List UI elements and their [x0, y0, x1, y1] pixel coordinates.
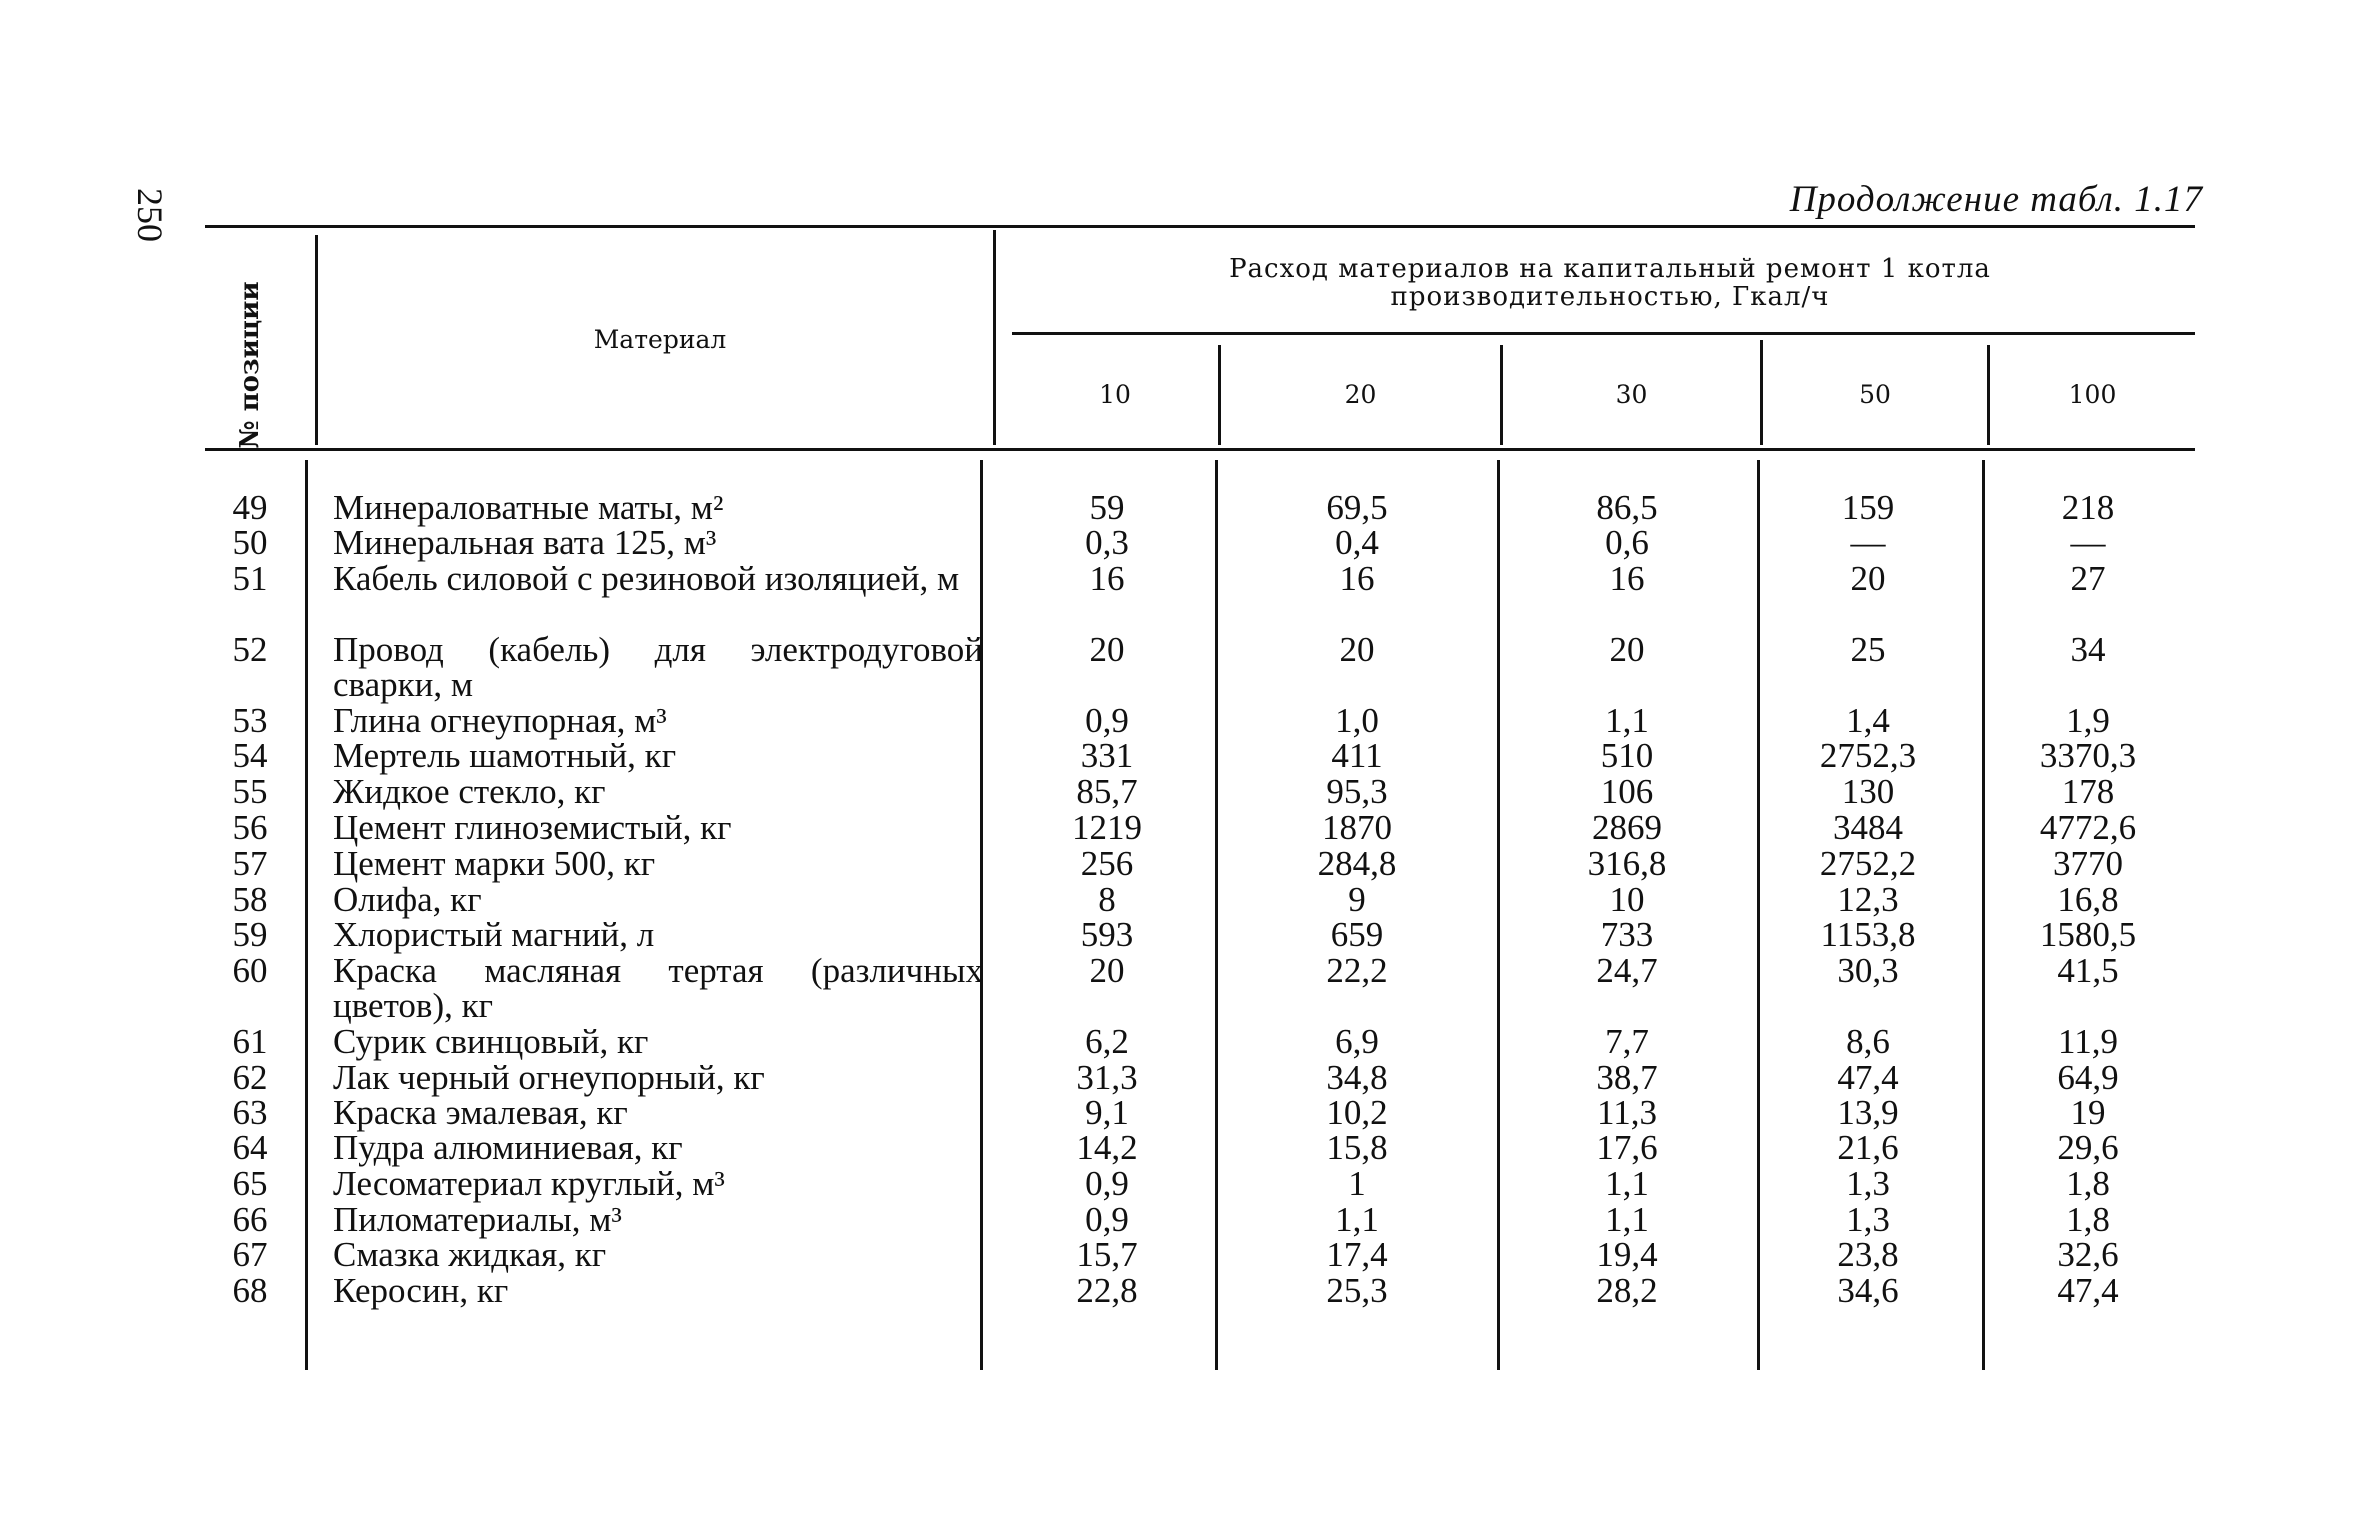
- row-value-10: 0,9: [1085, 701, 1129, 740]
- row-value-100: 1,9: [2066, 701, 2110, 740]
- row-value-50: 2752,2: [1819, 844, 1917, 883]
- row-value-10: 20: [1089, 951, 1125, 990]
- row-value-10: 8: [1098, 880, 1116, 919]
- row-value-10: 256: [1080, 844, 1134, 883]
- row-value-100: 19: [2070, 1093, 2106, 1132]
- row-value-50: 13,9: [1837, 1093, 1899, 1132]
- row-value-50: —: [1850, 523, 1886, 562]
- row-value-30: 510: [1600, 736, 1654, 775]
- row-position: 51: [232, 559, 268, 598]
- row-value-30: 19,4: [1596, 1235, 1658, 1274]
- row-value-100: 64,9: [2057, 1058, 2119, 1097]
- row-value-30: 106: [1600, 772, 1654, 811]
- row-value-50: 3484: [1833, 808, 1903, 847]
- row-value-10: 593: [1080, 915, 1134, 954]
- row-value-100: 4772,6: [2039, 808, 2137, 847]
- row-value-30: 0,6: [1605, 523, 1649, 562]
- row-value-10: 0,3: [1085, 523, 1129, 562]
- row-value-30: 1,1: [1605, 1164, 1649, 1203]
- row-value-50: 30,3: [1837, 951, 1899, 990]
- row-value-20: 17,4: [1326, 1235, 1388, 1274]
- row-position: 62: [232, 1058, 268, 1097]
- row-position: 52: [232, 630, 268, 669]
- row-value-20: 34,8: [1326, 1058, 1388, 1097]
- capacity-header-20: 20: [1344, 380, 1377, 409]
- row-value-20: 6,9: [1335, 1022, 1379, 1061]
- group-header-rule: [1012, 332, 2195, 335]
- row-value-100: 11,9: [2058, 1022, 2118, 1061]
- row-value-10: 15,7: [1076, 1235, 1138, 1274]
- row-value-30: 10: [1609, 880, 1645, 919]
- row-value-30: 2869: [1592, 808, 1662, 847]
- row-value-50: 8,6: [1846, 1022, 1890, 1061]
- row-material: Пудра алюминиевая, кг: [333, 1128, 683, 1167]
- row-material: Мертель шамотный, кг: [333, 736, 677, 775]
- row-material: Цемент марки 500, кг: [333, 844, 656, 883]
- body-divider-position: [305, 460, 308, 1370]
- row-value-100: 41,5: [2057, 951, 2119, 990]
- row-material: Керосин, кг: [333, 1271, 509, 1310]
- row-value-30: 38,7: [1596, 1058, 1658, 1097]
- row-value-20: 16: [1339, 559, 1375, 598]
- row-value-30: 1,1: [1605, 1200, 1649, 1239]
- row-material: Лак черный огнеупорный, кг: [333, 1058, 765, 1097]
- row-value-100: 29,6: [2057, 1128, 2119, 1167]
- row-position: 65: [232, 1164, 268, 1203]
- row-value-100: 218: [2061, 488, 2115, 527]
- row-value-10: 0,9: [1085, 1200, 1129, 1239]
- row-position: 53: [232, 701, 268, 740]
- row-material: Провод (кабель) для электродуговой сварки, м: [333, 630, 983, 704]
- row-value-30: 316,8: [1587, 844, 1667, 883]
- row-value-30: 7,7: [1605, 1022, 1649, 1061]
- capacity-header-50: 50: [1859, 380, 1891, 409]
- row-value-20: 69,5: [1326, 488, 1388, 527]
- row-value-30: 16: [1609, 559, 1645, 598]
- row-material: Сурик свинцовый, кг: [333, 1022, 649, 1061]
- body-divider-10: [1215, 460, 1218, 1370]
- row-value-50: 130: [1841, 772, 1895, 811]
- row-material: Цемент глиноземистый, кг: [333, 808, 732, 847]
- row-value-20: 1,1: [1335, 1200, 1379, 1239]
- row-value-20: 22,2: [1326, 951, 1388, 990]
- row-position: 56: [232, 808, 268, 847]
- material-column-header: Материал: [593, 325, 727, 354]
- row-value-50: 34,6: [1837, 1271, 1899, 1310]
- row-value-20: 10,2: [1326, 1093, 1388, 1132]
- row-value-30: 20: [1609, 630, 1645, 669]
- row-value-20: 1: [1348, 1164, 1366, 1203]
- row-value-20: 95,3: [1326, 772, 1388, 811]
- row-value-20: 659: [1330, 915, 1384, 954]
- body-divider-20: [1497, 460, 1500, 1370]
- row-material: Глина огнеупорная, м³: [333, 701, 667, 740]
- row-value-50: 159: [1841, 488, 1895, 527]
- row-value-20: 1870: [1322, 808, 1392, 847]
- row-value-20: 20: [1339, 630, 1375, 669]
- row-material: Кабель силовой с резиновой изоляцией, м: [333, 559, 960, 598]
- row-value-100: 34: [2070, 630, 2106, 669]
- row-position: 57: [232, 844, 268, 883]
- row-material: Хлористый магний, л: [333, 915, 655, 954]
- row-value-50: 2752,3: [1819, 736, 1917, 775]
- consumption-group-header: Расход материалов на капитальный ремонт 1 котла производительностью, Гкал/ч: [1229, 254, 1991, 312]
- row-value-100: 1580,5: [2039, 915, 2137, 954]
- row-value-10: 14,2: [1076, 1128, 1138, 1167]
- row-value-100: 3770: [2053, 844, 2123, 883]
- capacity-header-10: 10: [1099, 380, 1131, 409]
- position-column-header: № позиции: [235, 281, 265, 449]
- row-value-50: 1,4: [1846, 701, 1890, 740]
- body-divider-30: [1757, 460, 1760, 1370]
- row-value-10: 31,3: [1076, 1058, 1138, 1097]
- row-material: Краска масляная тертая (различных цветов), кг: [333, 951, 983, 1025]
- row-value-50: 1,3: [1846, 1164, 1890, 1203]
- row-value-10: 0,9: [1085, 1164, 1129, 1203]
- row-value-50: 1,3: [1846, 1200, 1890, 1239]
- row-value-10: 1219: [1072, 808, 1142, 847]
- row-value-50: 21,6: [1837, 1128, 1899, 1167]
- row-value-100: 3370,3: [2039, 736, 2137, 775]
- table-top-rule: [205, 225, 2195, 228]
- row-value-100: 1,8: [2066, 1200, 2110, 1239]
- row-value-100: 27: [2070, 559, 2106, 598]
- row-value-50: 20: [1850, 559, 1886, 598]
- row-position: 64: [232, 1128, 268, 1167]
- row-position: 68: [232, 1271, 268, 1310]
- col-divider-position: [315, 235, 318, 445]
- row-value-100: 47,4: [2057, 1271, 2119, 1310]
- row-value-100: 178: [2061, 772, 2115, 811]
- row-value-100: —: [2070, 523, 2106, 562]
- row-position: 66: [232, 1200, 268, 1239]
- row-material: Краска эмалевая, кг: [333, 1093, 628, 1132]
- row-value-30: 1,1: [1605, 701, 1649, 740]
- row-value-30: 17,6: [1596, 1128, 1658, 1167]
- row-position: 55: [232, 772, 268, 811]
- row-value-50: 12,3: [1837, 880, 1899, 919]
- capacity-header-30: 30: [1615, 380, 1648, 409]
- row-value-100: 32,6: [2057, 1235, 2119, 1274]
- row-value-10: 20: [1089, 630, 1125, 669]
- row-value-30: 24,7: [1596, 951, 1658, 990]
- row-value-50: 25: [1850, 630, 1886, 669]
- row-material: Лесоматериал круглый, м³: [333, 1164, 725, 1203]
- header-bottom-rule: [205, 448, 2195, 451]
- row-position: 60: [232, 951, 268, 990]
- row-value-10: 6,2: [1085, 1022, 1129, 1061]
- row-value-100: 1,8: [2066, 1164, 2110, 1203]
- row-position: 58: [232, 880, 268, 919]
- row-material: Пиломатериалы, м³: [333, 1200, 622, 1239]
- row-value-30: 11,3: [1597, 1093, 1657, 1132]
- row-value-20: 9: [1348, 880, 1366, 919]
- row-position: 63: [232, 1093, 268, 1132]
- row-value-10: 331: [1080, 736, 1134, 775]
- capacity-header-100: 100: [2068, 380, 2117, 409]
- row-value-10: 59: [1089, 488, 1125, 527]
- row-position: 59: [232, 915, 268, 954]
- row-value-50: 1153,8: [1820, 915, 1916, 954]
- row-material: Смазка жидкая, кг: [333, 1235, 607, 1274]
- page-number: 250: [130, 188, 170, 242]
- row-value-30: 86,5: [1596, 488, 1658, 527]
- row-value-100: 16,8: [2057, 880, 2119, 919]
- row-material: Минераловатные маты, м²: [333, 488, 724, 527]
- col-divider-material: [993, 230, 996, 445]
- row-value-10: 85,7: [1076, 772, 1138, 811]
- row-value-20: 411: [1331, 736, 1383, 775]
- row-value-20: 25,3: [1326, 1271, 1388, 1310]
- row-position: 54: [232, 736, 268, 775]
- row-material: Жидкое стекло, кг: [333, 772, 606, 811]
- row-value-20: 0,4: [1335, 523, 1379, 562]
- row-value-10: 9,1: [1085, 1093, 1129, 1132]
- row-material: Олифа, кг: [333, 880, 482, 919]
- row-value-20: 1,0: [1335, 701, 1379, 740]
- row-position: 50: [232, 523, 268, 562]
- row-value-50: 47,4: [1837, 1058, 1899, 1097]
- row-position: 49: [232, 488, 268, 527]
- row-value-50: 23,8: [1837, 1235, 1899, 1274]
- row-value-20: 284,8: [1317, 844, 1397, 883]
- row-value-30: 28,2: [1596, 1271, 1658, 1310]
- row-position: 61: [232, 1022, 268, 1061]
- row-value-10: 22,8: [1076, 1271, 1138, 1310]
- row-material: Минеральная вата 125, м³: [333, 523, 717, 562]
- row-value-20: 15,8: [1326, 1128, 1388, 1167]
- row-position: 67: [232, 1235, 268, 1274]
- row-value-10: 16: [1089, 559, 1125, 598]
- row-value-30: 733: [1600, 915, 1654, 954]
- table-caption: Продолжение табл. 1.17: [1789, 179, 2203, 220]
